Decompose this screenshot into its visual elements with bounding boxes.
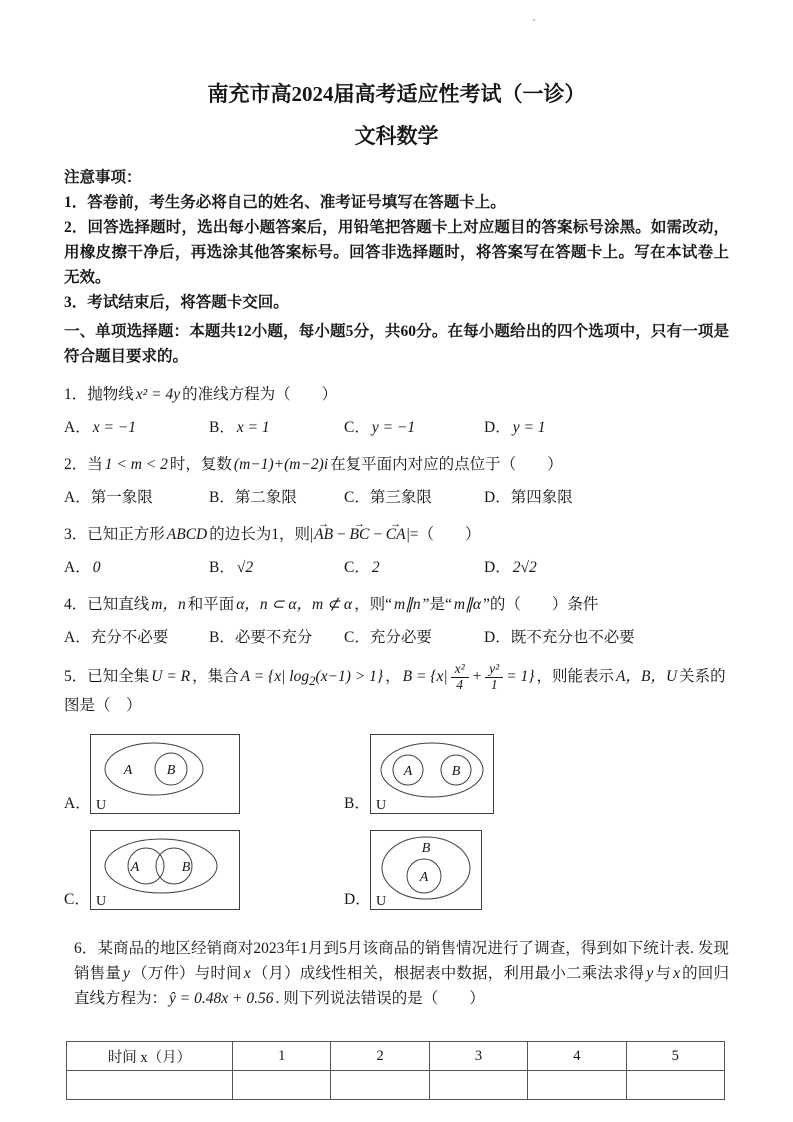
venn-option-a bbox=[64, 734, 344, 814]
q4-option-b-value: 必要不充分 bbox=[234, 629, 313, 646]
q2-prefix-text: 2．当 bbox=[64, 456, 103, 473]
q3-option-d-label: D． bbox=[484, 559, 511, 576]
venn-option-c-label: C． bbox=[64, 891, 90, 908]
q6-text-4: 与 bbox=[655, 965, 672, 982]
q4-prefix-text: 4．已知直线 bbox=[64, 596, 150, 613]
q5-set-b bbox=[401, 661, 537, 692]
q4-mid-text-1: 和平面 bbox=[187, 596, 235, 613]
q4-option-d-value: 既不充分也不必要 bbox=[510, 629, 635, 646]
q5-fraction-y-denominator: 1 bbox=[490, 676, 498, 692]
scan-artifact-dot: · bbox=[531, 10, 537, 30]
venn-option-d-label: D． bbox=[344, 891, 371, 908]
q6-var-y-1: y bbox=[123, 965, 130, 982]
q6-table-row2-cell-4 bbox=[528, 1071, 626, 1100]
q2-option-d-label: D． bbox=[484, 489, 511, 506]
question-4-options bbox=[64, 627, 729, 649]
q5-fraction-y-numerator: y² bbox=[485, 662, 503, 678]
q5-log-base: 2 bbox=[309, 673, 316, 688]
q1-option-a-label: A． bbox=[64, 419, 91, 436]
venn-b-set-b-label: B bbox=[451, 764, 461, 779]
q5-fraction-y bbox=[485, 662, 503, 693]
q5-set-a-pre: A = {x| log bbox=[240, 667, 310, 685]
q1-option-b-label: B． bbox=[209, 419, 235, 436]
q6-var-y-2: y bbox=[646, 965, 654, 982]
q5-prefix-text: 5．已知全集 bbox=[64, 667, 150, 685]
q6-table-row2-cell-5 bbox=[626, 1071, 724, 1100]
venn-c-set-a-label: A bbox=[130, 860, 140, 875]
q3-option-c bbox=[344, 557, 484, 579]
q1-option-c bbox=[344, 417, 484, 439]
q1-option-d-label: D． bbox=[484, 419, 511, 436]
question-3-stem bbox=[64, 522, 729, 547]
q6-table-header-month-5: 5 bbox=[626, 1042, 724, 1071]
q2-option-d-value: 第四象限 bbox=[510, 489, 573, 506]
venn-c-set-b-label: B bbox=[181, 860, 191, 875]
q4-option-d bbox=[484, 627, 729, 649]
venn-a-universe-label: U bbox=[96, 798, 107, 813]
q2-option-c bbox=[344, 487, 484, 509]
q5-mid-text-2: ，则能表示 bbox=[536, 667, 615, 685]
q6-table-row2-cell-1 bbox=[233, 1071, 331, 1100]
q3-option-d-value: 2√2 bbox=[512, 559, 537, 576]
venn-diagram-row-2 bbox=[64, 830, 729, 910]
venn-diagram-b-inside-a bbox=[90, 734, 240, 814]
venn-c-universe-label: U bbox=[96, 894, 107, 909]
q4-option-b bbox=[209, 627, 344, 649]
q1-option-c-value: y = −1 bbox=[371, 419, 416, 436]
q6-regression-equation: ŷ = 0.48x + 0.56 bbox=[169, 990, 274, 1007]
q4-parallel-ma: m∥α bbox=[453, 596, 482, 613]
venn-d-set-b-label: B bbox=[421, 841, 431, 856]
q4-option-a-value: 充分不必要 bbox=[90, 629, 169, 646]
q5-plus-sign: + bbox=[471, 667, 483, 685]
venn-a-set-a-label: A bbox=[123, 763, 133, 778]
q6-table-header-month-2: 2 bbox=[331, 1042, 429, 1071]
venn-diagram-row-1 bbox=[64, 734, 729, 814]
venn-diagram-disjoint bbox=[370, 734, 494, 814]
notices-section bbox=[64, 165, 729, 315]
q3-option-a bbox=[64, 557, 209, 579]
q3-vector-ab: AB → bbox=[314, 527, 333, 543]
q5-suffix-text: 关系的图是（ ） bbox=[64, 667, 726, 714]
q1-equation: x² = 4y bbox=[135, 386, 181, 403]
q3-option-b-label: B． bbox=[209, 559, 235, 576]
q3-option-a-value: 0 bbox=[92, 559, 101, 576]
q2-suffix-text: 在复平面内对应的点位于（ ） bbox=[330, 456, 563, 473]
venn-diagram-a-inside-b bbox=[370, 830, 482, 910]
q5-set-a bbox=[239, 667, 385, 688]
q6-text-1: 6．某商品的地区经销商对2023年1月到5月该商品的销售情况进行了调查，得到如下统计表. 发现销售量 bbox=[74, 940, 729, 982]
q6-statistics-table bbox=[66, 1041, 725, 1100]
q4-suffix-text: ”的（ ）条件 bbox=[483, 596, 599, 613]
q2-complex-number: (m−1)+(m−2)i bbox=[233, 456, 329, 473]
venn-d-set-a-label: A bbox=[419, 870, 429, 885]
question-1-stem bbox=[64, 382, 729, 407]
q6-table-header-month-3: 3 bbox=[429, 1042, 527, 1071]
venn-a-set-b-label: B bbox=[166, 763, 176, 778]
q3-prefix-text: 3．已知正方形 bbox=[64, 526, 165, 543]
q6-table-row2-cell-3 bbox=[429, 1071, 527, 1100]
q5-universe-eq: U = R bbox=[151, 667, 191, 685]
q6-text-6: . 则下列说法错误的是（ ） bbox=[275, 990, 485, 1007]
q1-option-d-value: y = 1 bbox=[512, 419, 546, 436]
q6-table-row2-cell-2 bbox=[331, 1071, 429, 1100]
q6-text-2: （万件）与时间 bbox=[131, 965, 242, 982]
question-4-stem bbox=[64, 592, 729, 617]
q3-vector-ca: CA → bbox=[386, 527, 406, 543]
question-2-stem bbox=[64, 452, 729, 477]
q2-inequality: 1 < m < 2 bbox=[104, 456, 168, 473]
q3-option-d bbox=[484, 557, 729, 579]
q4-mid-text-2: ，则“ bbox=[354, 596, 392, 613]
q3-minus-1: − bbox=[336, 526, 347, 543]
q5-mid-text-1: ，集合 bbox=[192, 667, 239, 685]
q3-mid-text: 的边长为1，则 bbox=[209, 526, 310, 543]
q4-plane-relations: α，n ⊂ α，m ⊄ α bbox=[236, 596, 353, 613]
notice-item-1: 1．答卷前，考生务必将自己的姓名、准考证号填写在答题卡上。 bbox=[64, 194, 506, 211]
question-2-options bbox=[64, 487, 729, 509]
q4-lines: m，n bbox=[151, 596, 186, 613]
q1-option-b bbox=[209, 417, 344, 439]
q4-option-a bbox=[64, 627, 209, 649]
q3-option-b-value: √2 bbox=[236, 559, 254, 576]
q6-var-x-2: x bbox=[673, 965, 680, 982]
q6-table-header-row bbox=[67, 1042, 725, 1071]
venn-option-b-label: B． bbox=[344, 795, 370, 812]
q2-option-b bbox=[209, 487, 344, 509]
question-1-options bbox=[64, 417, 729, 439]
q4-option-c-label: C． bbox=[344, 629, 370, 646]
q4-option-c-value: 充分必要 bbox=[369, 629, 432, 646]
q3-minus-2: − bbox=[372, 526, 383, 543]
q3-suffix-text: =（ ） bbox=[409, 526, 481, 543]
q2-option-b-value: 第二象限 bbox=[234, 489, 297, 506]
q5-fraction-x-denominator: 4 bbox=[456, 676, 464, 692]
q3-option-a-label: A． bbox=[64, 559, 91, 576]
venn-b-set-a-label: A bbox=[403, 764, 413, 779]
q6-table-row2-cell-0 bbox=[67, 1071, 233, 1100]
q1-option-a-value: x = −1 bbox=[92, 419, 137, 436]
q1-option-c-label: C． bbox=[344, 419, 370, 436]
exam-title: 南充市高2024届高考适应性考试（一诊） bbox=[207, 82, 586, 106]
q5-fraction-x bbox=[451, 662, 469, 693]
q2-option-b-label: B． bbox=[209, 489, 235, 506]
q2-option-c-value: 第三象限 bbox=[369, 489, 432, 506]
q1-option-b-value: x = 1 bbox=[236, 419, 270, 436]
venn-option-d bbox=[344, 830, 482, 910]
q4-parallel-mn: m∥n bbox=[393, 596, 421, 613]
section-1-heading: 一、单项选择题：本题共12小题，每小题5分，共60分。在每小题给出的四个选项中，只有一项是符合题目要求的。 bbox=[64, 323, 729, 365]
q5-fraction-x-numerator: x² bbox=[451, 662, 469, 678]
question-3-options bbox=[64, 557, 729, 579]
q5-set-a-post: (x−1) > 1} bbox=[315, 667, 384, 685]
q3-bar-open: | bbox=[310, 526, 314, 543]
q4-mid-text-3: ”是“ bbox=[422, 596, 452, 613]
q5-set-b-post: = 1} bbox=[506, 667, 535, 685]
q2-option-a-label: A． bbox=[64, 489, 91, 506]
q6-table-second-row bbox=[67, 1071, 725, 1100]
venn-option-a-label: A． bbox=[64, 795, 91, 812]
q2-option-a bbox=[64, 487, 209, 509]
q4-option-c bbox=[344, 627, 484, 649]
notice-item-2: 2．回答选择题时，选出每小题答案后，用铅笔把答题卡上对应题目的答案标号涂黑。如需改动，用橡皮擦干净后，再选涂其他答案标号。回答非选择题时，将答案写在答题卡上。写在本试卷上无效。 bbox=[64, 219, 729, 286]
venn-d-universe-label: U bbox=[376, 894, 387, 909]
venn-option-c bbox=[64, 830, 344, 910]
q6-table-header-month-4: 4 bbox=[528, 1042, 626, 1071]
q6-table-header-month-1: 1 bbox=[233, 1042, 331, 1071]
q3-square-name: ABCD bbox=[166, 526, 208, 543]
q3-vector-bc: BC → bbox=[350, 527, 370, 543]
venn-option-b bbox=[344, 734, 494, 814]
q5-sets-list: A，B，U bbox=[616, 667, 678, 685]
question-6-stem bbox=[64, 936, 729, 1011]
exam-subject-title: 文科数学 bbox=[354, 124, 439, 148]
q2-option-a-value: 第一象限 bbox=[90, 489, 153, 506]
q3-bar-close: | bbox=[406, 526, 410, 543]
q1-option-d bbox=[484, 417, 729, 439]
q5-comma: ， bbox=[385, 667, 401, 685]
q4-option-b-label: B． bbox=[209, 629, 235, 646]
q6-text-5: 的回归直线方程为： bbox=[74, 965, 729, 1007]
q6-table-header-time: 时间 x（月） bbox=[67, 1042, 233, 1071]
q6-text-3: （月）成线性相关，根据表中数据，利用最小二乘法求得 bbox=[252, 965, 645, 982]
q6-var-x-1: x bbox=[243, 965, 251, 982]
q1-option-a bbox=[64, 417, 209, 439]
q4-option-d-label: D． bbox=[484, 629, 511, 646]
q4-option-a-label: A． bbox=[64, 629, 91, 646]
notice-item-3: 3．考试结束后，将答题卡交回。 bbox=[64, 294, 289, 311]
q3-option-c-label: C． bbox=[344, 559, 370, 576]
question-5-stem bbox=[64, 662, 729, 718]
notices-heading: 注意事项： bbox=[64, 169, 142, 186]
q2-option-c-label: C． bbox=[344, 489, 370, 506]
q3-option-c-value: 2 bbox=[371, 559, 380, 576]
venn-b-universe-label: U bbox=[376, 798, 387, 813]
venn-diagram-overlap bbox=[90, 830, 240, 910]
q2-mid-text: 时，复数 bbox=[169, 456, 232, 473]
q1-suffix-text: 的准线方程为（ ） bbox=[182, 386, 338, 403]
q1-prefix-text: 1．抛物线 bbox=[64, 386, 134, 403]
q3-option-b bbox=[209, 557, 344, 579]
q5-set-b-pre: B = {x| bbox=[402, 667, 448, 685]
q2-option-d bbox=[484, 487, 729, 509]
